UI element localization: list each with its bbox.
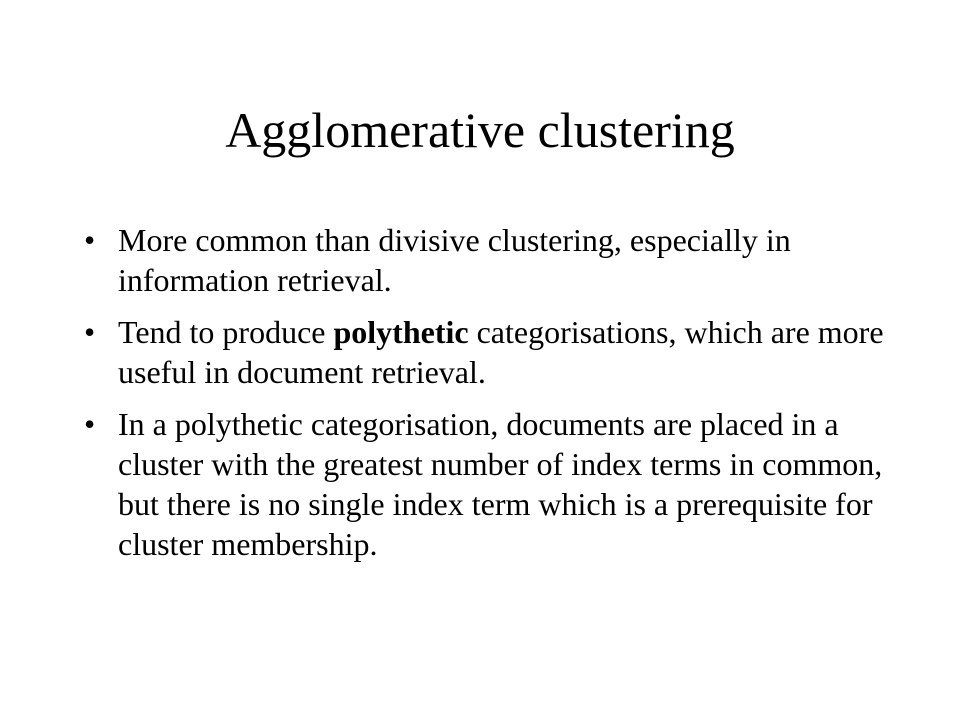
bullet-text: In a polythetic categorisation, documents are placed in a cluster with the greatest number of index terms in common, but there is no single index term which is a prerequisite for cluster membership. xyxy=(118,406,883,562)
bullet-icon: • xyxy=(84,314,96,350)
bullet-text: More common than divisive clustering, especially in information retrieval. xyxy=(118,222,791,298)
bullet-text-before: Tend to produce xyxy=(118,314,334,350)
bullet-icon: • xyxy=(84,406,96,442)
bullet-list xyxy=(84,220,884,576)
bullet-item-2 xyxy=(84,312,884,392)
bullet-item-3 xyxy=(84,404,884,564)
bullet-icon: • xyxy=(84,222,96,258)
bullet-emphasis: polythetic xyxy=(333,314,469,350)
bullet-item-1 xyxy=(84,220,884,300)
bullet-text-after: categorisations, which are more useful in document retrieval. xyxy=(118,314,884,390)
slide-title: Agglomerative clustering xyxy=(225,102,735,158)
